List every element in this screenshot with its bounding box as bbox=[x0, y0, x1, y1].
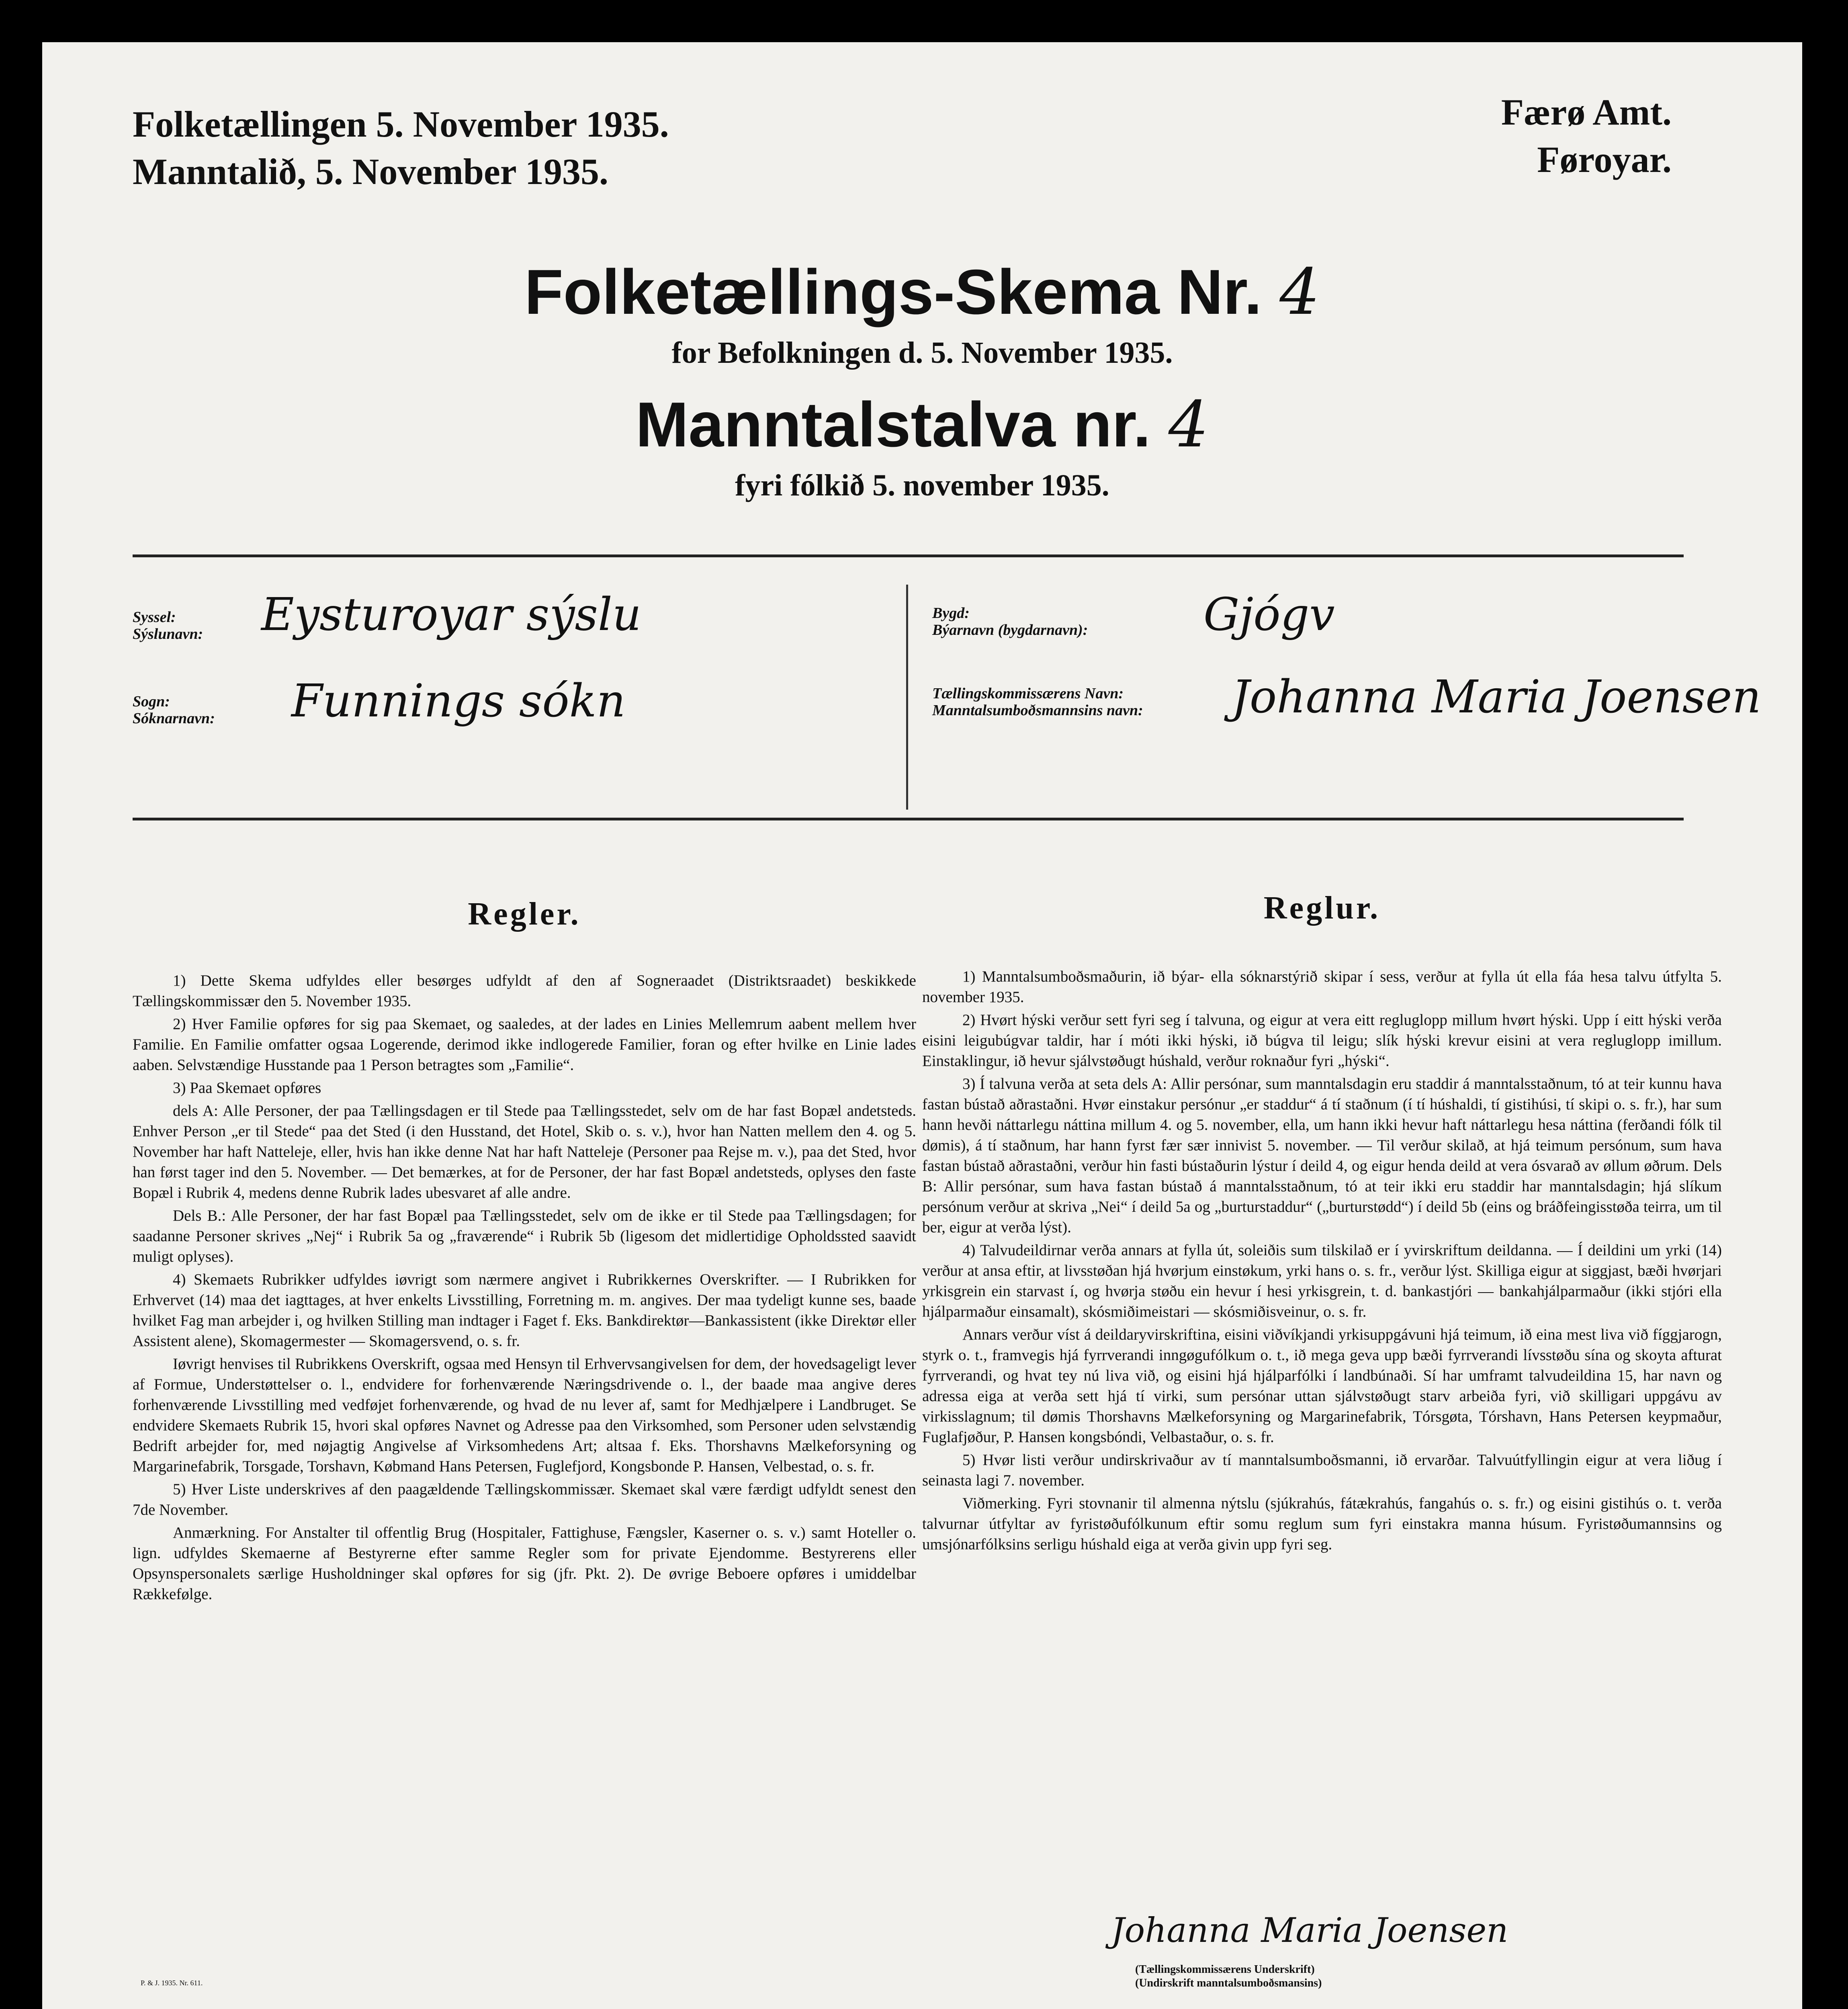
form-title-fo-text: Manntalstalva nr. bbox=[635, 389, 1151, 460]
rules-da-paragraph: Dels B.: Alle Personer, der har fast Bopæl paa Tællingsstedet, selv om de ikke er til Stede paa Tællingsdagen; for saadanne Personer skrives „Nej“ i Rubrik 5a og „fraværende“ i Rubrik 5b (ligesom det midlertidige Opholdssted saavidt muligt oplyses). bbox=[133, 1207, 916, 1265]
rules-fo-paragraph: Annars verður víst á deildaryvirskriftina, eisini viðvíkjandi yrkisuppgávuni hjá teimum, ið eina mest liva við fíggjarogn, styrk o. t., framvegis hjá fyrrverandi inngøgufólkum o. t., ið mega geva upp bæði fyrrverandi lívsstøðu sína og skoyta afturat fyrrverandi, og hvat tey nú liva við, og eisini hjá hjálparfólki í landbúnaði. Sí har umframt talvudeildina 15, har navn og adressa eiga at verða sett hjá tí virki, sum persónar uttan sjálvstøðugt starv arbeiða fyri, við skilligari uppgávu av virkisslagnum; til dømis Thorshavns Mælkeforsyning og Margarinefabrik, Tórsgøta, Tórshavn, Hans Petersen keypmaður, Fuglafjøður, P. Hansen kongsbóndi, Velbastaður, o. s. fr. bbox=[922, 1326, 1722, 1446]
header-county-fo: Føroyar. bbox=[1537, 139, 1672, 180]
rules-da-title: Regler. bbox=[468, 896, 581, 932]
rules-da-column bbox=[133, 970, 916, 1607]
header-census-fo: Manntalið, 5. November 1935. bbox=[133, 151, 609, 192]
rules-fo-paragraph: 2) Hvørt hýski verður sett fyri seg í talvuna, og eigur at vera eitt regluglopp millum hvørt hýski. Upp í eitt hýski verða eisini leigubúgvar taldir, har í móti ikki hýski, ið búgva til leigu; slík hýski krevur eisini at vera regluglopp imillum. Einstaklingur, ið hevur sjálvstøðugt húshald, verður roknaður fyri „hýski“. bbox=[922, 1011, 1722, 1070]
header-county-da: Færø Amt. bbox=[1501, 92, 1672, 133]
rules-da-paragraph: Anmærkning. For Anstalter til offentlig Brug (Hospitaler, Fattighuse, Fængsler, Kaserner o. s. v.) samt Hoteller o. lign. udfyldes Skemaerne af Bestyrerne efter samme Regler som for private Ejendomme. Bestyrerens eller Opsynspersonalets særlige Husholdninger skal opføres for sig (jfr. Pkt. 2). De øvrige Beboere opføres i umiddelbar Rækkefølge. bbox=[133, 1524, 916, 1603]
divider-top bbox=[133, 554, 1684, 557]
rules-da-paragraph: 3) Paa Skemaet opføres bbox=[173, 1079, 321, 1097]
divider-bottom bbox=[133, 818, 1684, 820]
form-title-da-text: Folketællings-Skema Nr. bbox=[524, 257, 1262, 327]
rules-fo-paragraph: 5) Hvør listi verður undirskrivaður av tí manntalsumboðsmanni, ið ervarðar. Talvuútfyllingin eigur at vera liðug í seinasta lagi 7. november. bbox=[922, 1451, 1722, 1489]
sogn-value: Funnings sókn bbox=[291, 675, 626, 727]
commissioner-label: Tællingskommissærens Navn: Manntalsumboðsmannsins navn: bbox=[932, 685, 1143, 719]
signature-label: (Tællingskommissærens Underskrift) (Undirskrift manntalsumboðsmansins) bbox=[1135, 1963, 1322, 1989]
form-title-da bbox=[42, 255, 1802, 329]
form-subtitle-fo: fyri fólkið 5. november 1935. bbox=[735, 468, 1109, 502]
rules-fo-paragraph: 3) Í talvuna verða at seta dels A: Allir persónar, sum manntalsdagin eru staddir á manntalsstaðnum, tó at teir kunnu hava fastan bústað aðrastaðni. Hvør einstakur persónur „er staddur“ á tí staðnum (í tí húshaldi, tí gistihúsi, tí skipi o. s. fr.), har sum hann hevði náttarlegu náttina millum 4. og 5. november, ella, um hann ikki hevur haft náttarlegu hesa náttina (ferðandi fólk til dømis), á tí staðnum, har hann fyrst fær sær innivist 5. november. — Til verður skilað, at hjá teimum persónum, sum hava fastan bústað aðrastaðni, verður hin fasti bústaðurin lýstur í deild 4, og eigur henda deild at vera ósvarað av øllum øðrum. Dels B: Allir persónar, sum hava fastan bústað á manntalsstaðnum, tó at teir ikki eru staddir har manntalsdagin; hjá slíkum persónum verður at skriva „Nei“ í deild 5a og „burturstaddur“ („burturstødd“) í deild 5b (eins og bráðfeingisstøða teirra, um til ber, eigur at verða lýst). bbox=[922, 1075, 1722, 1236]
rules-da-paragraph: Iøvrigt henvises til Rubrikkens Overskrift, ogsaa med Hensyn til Erhvervsangivelsen for dem, der hovedsageligt lever af Formue, Understøttelser o. l., endvidere for forhenværende Næringsdrivende o. l., der baade maa angive deres forhenværende Livsstilling med vedføjet forhenværende, og hvad de nu lever af, samt for Medhjælpere i Landbruget. Se endvidere Skemaets Rubrik 15, hvori skal opføres Navnet og Adresse paa den Virksomhed, som Personer uden selvstændig Bedrift arbejder for, med nøjagtig Angivelse af Virksomhedens Art; altsaa f. Eks. Thorshavns Mælkeforsyning og Margarinefabrik, Torsgade, Torshavn, Købmand Hans Petersen, Fuglefjord, Kongsbonde P. Hansen, Velbestad, o. s. fr. bbox=[133, 1355, 916, 1475]
rules-fo-paragraph: 1) Manntalsumboðsmaðurin, ið býar- ella sóknarstýrið skipar í sess, verður at fylla út ella fáa hesa talvu útfylta 5. november 1935. bbox=[922, 968, 1722, 1006]
rules-da-paragraph: 5) Hver Liste underskrives af den paagældende Tællingskommissær. Skemaet skal være færdigt udfyldt senest den 7de November. bbox=[133, 1481, 916, 1518]
rules-fo-paragraph: 4) Talvudeildirnar verða annars at fylla út, soleiðis sum tilskilað er í yvirskriftum deildanna. — Í deildini um yrki (14) verður at ansa eftir, at livsstøðan hjá hvørjum einstøkum, yrki hans o. s. fr., verður lýst. Skilliga eigur at siggjast, bæði hvørjari yrkisgrein ein starvast í, og hvørja støðu ein hevur í hesi yrkisgrein, t. d. bankastjóri — bankahjálparmaður (ikki stjóri ella hjálparmaður einsamalt), skósmiðimeistari — skósmiðisveinur, o. s. fr. bbox=[922, 1242, 1722, 1320]
rules-da-paragraph: dels A: Alle Personer, der paa Tællingsdagen er til Stede paa Tællingsstedet, selv om de har fast Bopæl andetsteds. Enhver Person „er til Stede“ paa det Sted (i den Husstand, det Hotel, Skib o. s. v.), hvor han Natten mellem den 4. og 5. November har haft Natteleje, eller, hvis han ikke denne Nat har haft Natteleje (Personer paa Rejse m. v.), paa det Sted, hvor han først tager ind den 5. November. — Det bemærkes, at for de Personer, der har fast Bopæl andetsteds, oplyses den faste Bopæl i Rubrik 4, medens denne Rubrik lades ubesvaret af alle andre. bbox=[133, 1102, 916, 1201]
form-title-fo bbox=[42, 388, 1802, 462]
signature-name: Johanna Maria Joensen bbox=[1111, 1911, 1508, 1950]
form-number-fo: 4 bbox=[1168, 388, 1209, 462]
commissioner-value: Johanna Maria Joensen bbox=[1232, 671, 1761, 723]
rules-da-paragraph: 1) Dette Skema udfyldes eller besørges udfyldt af den af Sogneraadet (Distriktsraadet) beskikkede Tællingskommissær den 5. November 1935. bbox=[133, 972, 916, 1010]
census-form-page bbox=[42, 42, 1802, 2009]
header-right bbox=[1501, 88, 1672, 183]
syssel-value: Eysturoyar sýslu bbox=[261, 589, 641, 641]
bygd-label: Bygd: Býarnavn (bygdarnavn): bbox=[932, 605, 1088, 638]
rules-da-paragraph: 2) Hver Familie opføres for sig paa Skemaet, og saaledes, at der lades en Linies Mellemrum aabent mellem hver Familie. En Familie omfatter ogsaa Logerende, derimod ikke indlogerede Familier, foran og efter hvilke en Linie lades aaben. Selvstændige Husstande paa 1 Person betragtes som „Familie“. bbox=[133, 1015, 916, 1074]
rules-fo-paragraph: Viðmerking. Fyri stovnanir til almenna nýtslu (sjúkrahús, fátækrahús, fangahús o. s. fr.) og eisini gistihús o. t. verða talvurnar útfyltar av fyristøðufólkunum eftir somu reglum sum fyri einstakra manna húsum. Fyristøðumannsins og umsjónarfólksins serligu húshald eiga at verða givin upp fyri seg. bbox=[922, 1495, 1722, 1553]
header-left bbox=[133, 100, 669, 195]
form-number-da: 4 bbox=[1279, 255, 1320, 329]
rules-fo-column bbox=[922, 966, 1722, 1557]
sogn-label: Sogn: Sóknarnavn: bbox=[133, 693, 215, 727]
bygd-value: Gjógv bbox=[1203, 589, 1335, 641]
rules-fo-title: Reglur. bbox=[1263, 890, 1381, 926]
divider-vertical bbox=[906, 585, 908, 810]
syssel-label: Syssel: Sýslunavn: bbox=[133, 609, 203, 642]
printer-mark: P. & J. 1935. Nr. 611. bbox=[141, 1979, 203, 1987]
form-subtitle-da: for Befolkningen d. 5. November 1935. bbox=[671, 336, 1173, 370]
rules-da-paragraph: 4) Skemaets Rubrikker udfyldes iøvrigt som nærmere angivet i Rubrikkernes Overskrifter. — I Rubrikken for Erhvervet (14) maa det iagttages, at hver enkelts Livsstilling, Forretning m. m. angives. Der maa tydeligt kunne ses, baade hvilket Fag man arbejder i, og hvilken Stilling man indtager i Faget f. Eks. Bankdirektør—Bankassistent (ikke Direktør eller Assistent alene), Skomagermester — Skomagersvend, o. s. fr. bbox=[133, 1271, 916, 1350]
header-census-da: Folketællingen 5. November 1935. bbox=[133, 104, 669, 145]
